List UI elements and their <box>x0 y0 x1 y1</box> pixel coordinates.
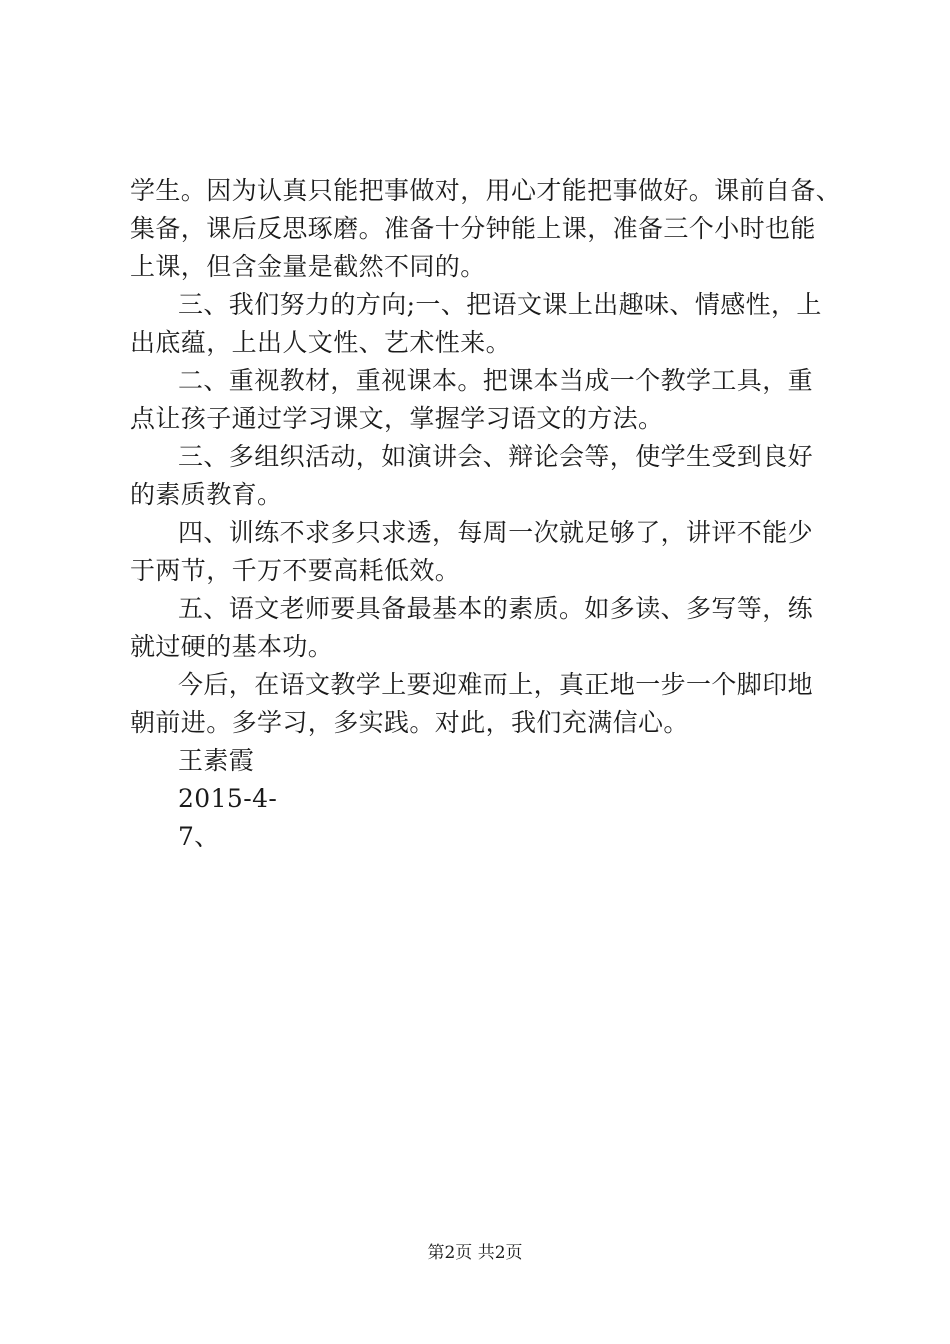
text-line: 五、语文老师要具备最基本的素质。如多读、多写等，练 <box>178 594 814 623</box>
text-line: 三、多组织活动，如演讲会、辩论会等，使学生受到良好 <box>178 442 814 471</box>
text-line: 朝前进。多学习，多实践。对此，我们充满信心。 <box>130 708 689 737</box>
text-line: 四、训练不求多只求透，每周一次就足够了，讲评不能少 <box>178 518 814 547</box>
text-line: 今后，在语文教学上要迎难而上，真正地一步一个脚印地 <box>178 670 814 699</box>
text-line: 于两节，千万不要高耗低效。 <box>130 556 461 585</box>
document-body <box>130 172 842 856</box>
text-line: 就过硬的基本功。 <box>130 632 334 661</box>
text-line: 集备，课后反思琢磨。准备十分钟能上课，准备三个小时也能 <box>130 214 816 243</box>
text-line: 二、重视教材，重视课本。把课本当成一个教学工具，重 <box>178 366 814 395</box>
author-name: 王素霞 <box>178 746 255 775</box>
text-line: 出底蕴，上出人文性、艺术性来。 <box>130 328 512 357</box>
date-line: 7、 <box>178 822 220 851</box>
date-line: 2015-4- <box>178 784 278 813</box>
text-line: 三、我们努力的方向;一、把语文课上出趣味、情感性，上 <box>178 290 822 319</box>
text-line: 学生。因为认真只能把事做对，用心才能把事做好。课前自备、 <box>130 176 842 205</box>
page-footer: 第2页 共2页 <box>427 1243 523 1263</box>
text-line: 上课，但含金量是截然不同的。 <box>130 252 486 281</box>
text-line: 的素质教育。 <box>130 480 283 509</box>
text-line: 点让孩子通过学习课文，掌握学习语文的方法。 <box>130 404 664 433</box>
